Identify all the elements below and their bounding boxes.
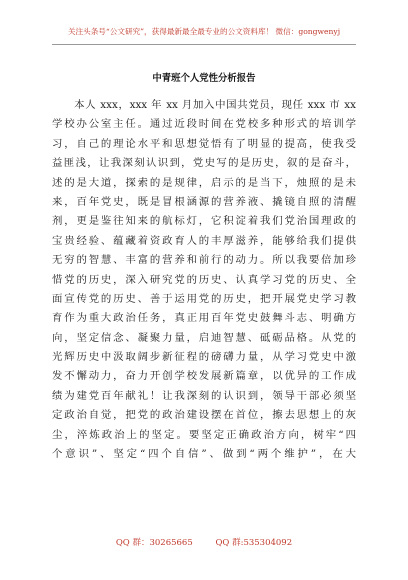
body-line: 育作为重大政治任务，真正用百年党史鼓舞斗志、明确方 (52, 312, 356, 325)
body-line: 习，自己的理论水平和思想觉悟有了明显的提高，使我受 (52, 137, 356, 150)
body-line: 宝贵经验、蕴藏着资政育人的丰厚滋养，能够给我们提供 (52, 234, 356, 247)
body-line: 面宣传党的历史、善于运用党的历史，把开展党史学习教 (52, 292, 356, 305)
page-footer (0, 536, 408, 548)
body-line: 来，百年党史，既是冒根涵源的营养液、撬镜自照的清醒 (52, 195, 356, 208)
body-line: 定政治自觉，把党的政治建设摆在首位，擦去思想上的灰 (52, 409, 356, 422)
body-line: 光辉历史中汲取阔步新征程的磅礴力量，从学习党史中激 (52, 351, 356, 364)
header-divider (52, 44, 356, 45)
body-line: 益匪浅，让我深刻认识到，党史写的是历史，叙的是奋斗， (52, 157, 356, 170)
body-line: 学校办公室主任。通过近段时间在党校多种形式的培训学 (52, 118, 356, 131)
body-line: 发不懈动力，奋力开创学校发展新篇章，以优异的工作成 (52, 370, 356, 383)
body-line: 惜党的历史，深入研究党的历史、认真学习党的历史、全 (52, 273, 356, 286)
body-line: 述的是大道，探索的是规律，启示的是当下，烛照的是未 (52, 176, 356, 189)
body-line: 无穷的智慧、丰富的营养和前行的动力。所以我要倍加珍 (52, 254, 356, 267)
body-line: 尘，淬炼政治上的坚定。要坚定正确政治方向，树牢“四 (52, 428, 356, 441)
document-body (52, 96, 356, 464)
header-note: 关注头条号“公文研究”，获得最新最全最专业的公文资料库！ 微信：gongwenyj (67, 27, 341, 36)
body-line: 向，坚定信念、凝聚力量，启迪智慧、砥砺品格。从党的 (52, 331, 356, 344)
body-line: 个意识”、坚定“四个自信”、做到“两个维护”，在大 (52, 448, 356, 461)
body-line: 本人 xxx，xxx 年 xx 月加入中国共党员，现任 xxx 市 xx (52, 99, 356, 111)
body-line: 绩为建党百年献礼！让我深刻的认识到，领导干部必须坚 (52, 389, 356, 402)
body-line: 剂，更是鉴往知来的航标灯，它积淀着我们党治国理政的 (52, 215, 356, 228)
document-title: 中青班个人党性分析报告 (152, 73, 256, 84)
footer-qq-group-1: QQ 群：30265665 (115, 538, 193, 548)
footer-qq-group-2: QQ 群:535304092 (215, 538, 293, 548)
